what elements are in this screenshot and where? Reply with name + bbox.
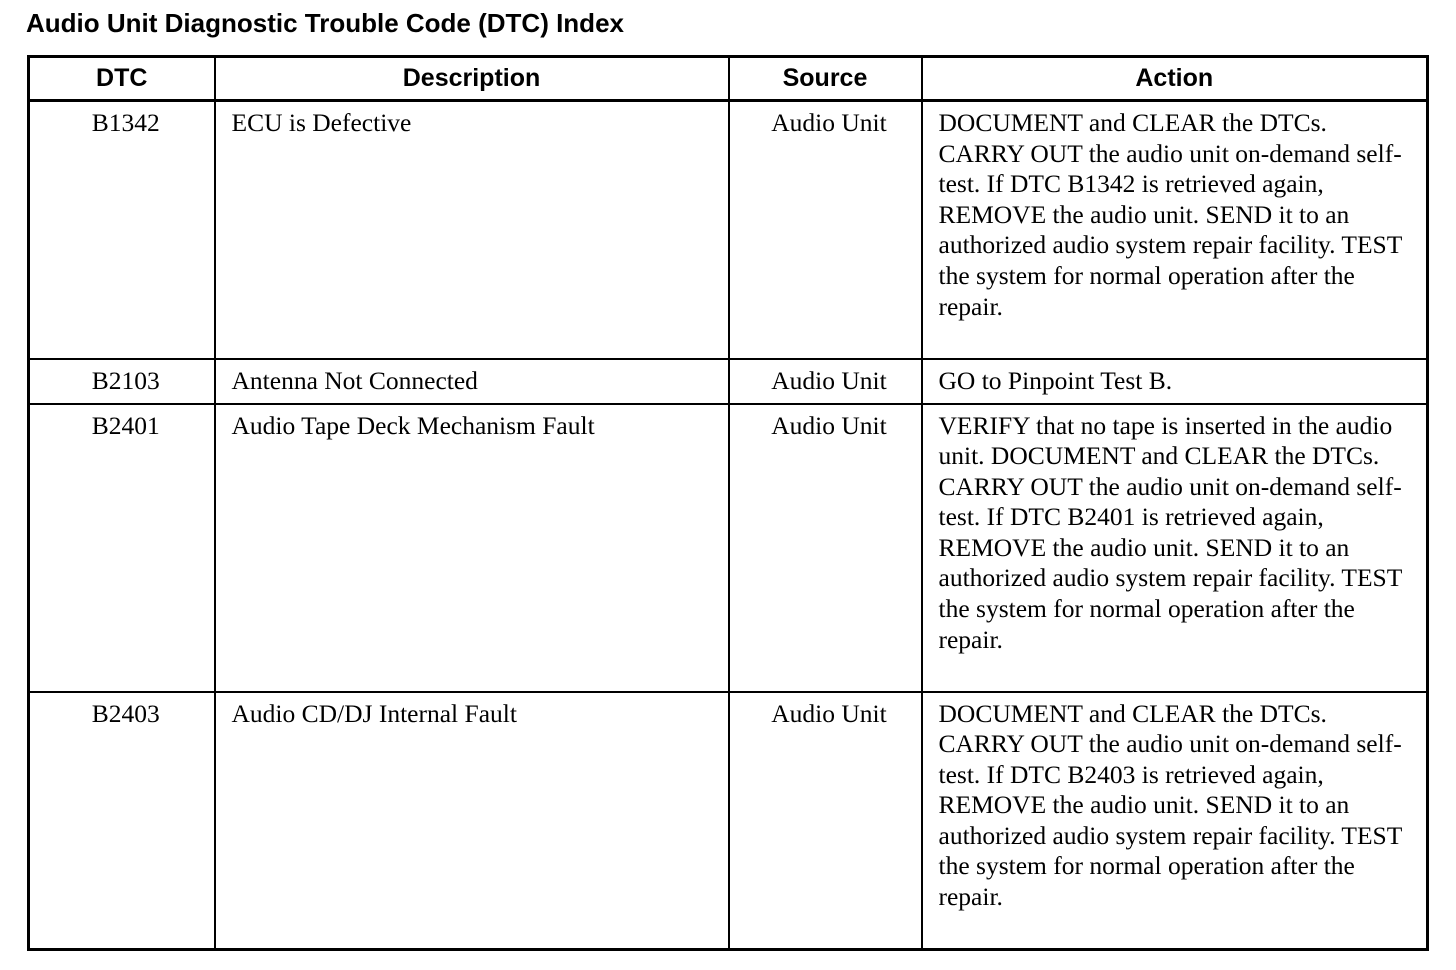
- action-cell: DOCUMENT and CLEAR the DTCs. CARRY OUT the audio unit on-demand self-test. If DTC B2403 is retrieved again, REMOVE the audio unit. SEND it to an authorized audio system repair facility. TEST the system for normal operation after the repair.: [922, 692, 1428, 950]
- page-title: Audio Unit Diagnostic Trouble Code (DTC) Index: [26, 8, 624, 38]
- description-cell: Audio Tape Deck Mechanism Fault: [215, 404, 729, 692]
- dtc-code-cell: B2401: [29, 404, 215, 692]
- table-row: [29, 404, 1428, 692]
- table-row: [29, 692, 1428, 950]
- dtc-code-cell: B2103: [29, 359, 215, 404]
- table-header-row: [29, 57, 1428, 101]
- table-row: [29, 101, 1428, 359]
- description-cell: ECU is Defective: [215, 101, 729, 359]
- description-cell: Audio CD/DJ Internal Fault: [215, 692, 729, 950]
- dtc-index-table: [27, 55, 1429, 951]
- dtc-code-cell: B1342: [29, 101, 215, 359]
- column-header-source: Source: [729, 57, 922, 101]
- column-header-action: Action: [922, 57, 1428, 101]
- dtc-code-cell: B2403: [29, 692, 215, 950]
- description-cell: Antenna Not Connected: [215, 359, 729, 404]
- table-row: [29, 359, 1428, 404]
- source-cell: Audio Unit: [729, 692, 922, 950]
- column-header-description: Description: [215, 57, 729, 101]
- source-cell: Audio Unit: [729, 404, 922, 692]
- action-cell: GO to Pinpoint Test B.: [922, 359, 1428, 404]
- source-cell: Audio Unit: [729, 359, 922, 404]
- action-cell: VERIFY that no tape is inserted in the audio unit. DOCUMENT and CLEAR the DTCs. CARRY OUT the audio unit on-demand self-test. If DTC B2401 is retrieved again, REMOVE the audio unit. SEND it to an authorized audio system repair facility. TEST the system for normal operation after the repair.: [922, 404, 1428, 692]
- action-cell: DOCUMENT and CLEAR the DTCs. CARRY OUT the audio unit on-demand self-test. If DTC B1342 is retrieved again, REMOVE the audio unit. SEND it to an authorized audio system repair facility. TEST the system for normal operation after the repair.: [922, 101, 1428, 359]
- source-cell: Audio Unit: [729, 101, 922, 359]
- column-header-dtc: DTC: [29, 57, 215, 101]
